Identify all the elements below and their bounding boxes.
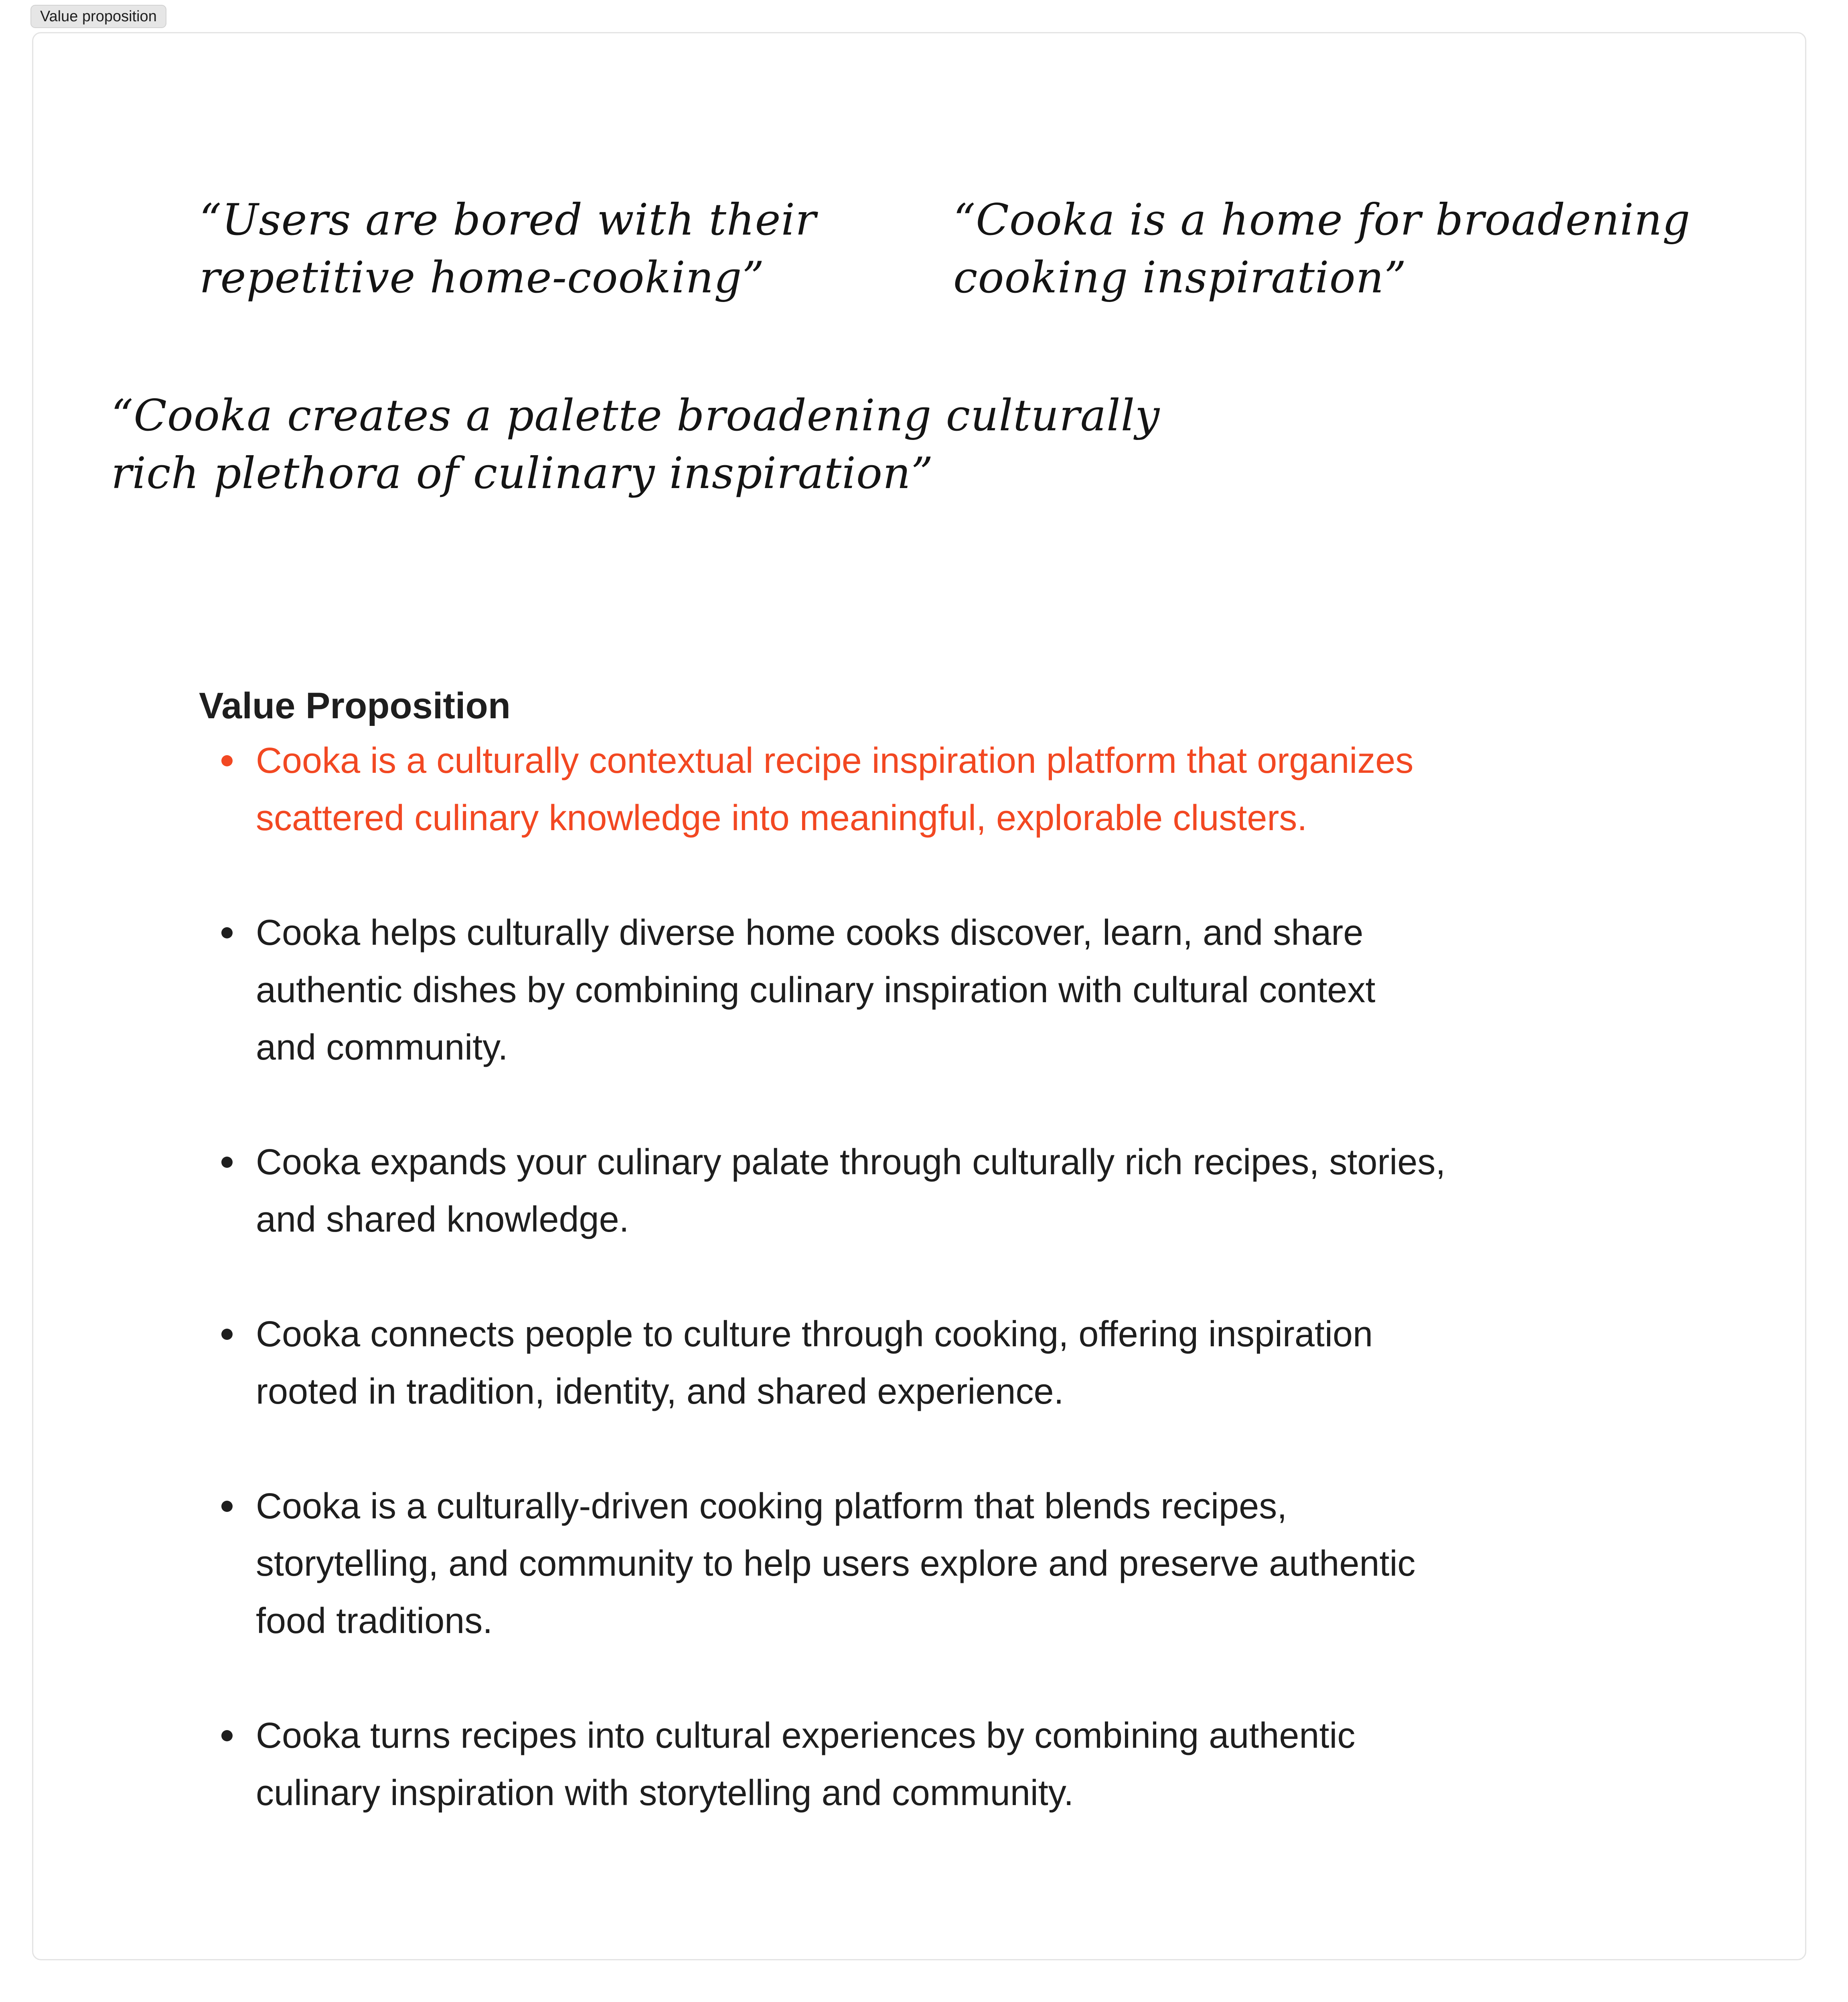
item-line: Cooka helps culturally diverse home cooks discover, learn, and share [256, 913, 1364, 953]
value-proposition-item[interactable] [199, 1707, 1643, 1822]
value-proposition-list [199, 732, 1643, 1879]
item-line: Cooka connects people to culture through cooking, offering inspiration [256, 1314, 1373, 1354]
bullet-dot [221, 927, 233, 938]
item-line: Cooka is a culturally contextual recipe inspiration platform that organizes [256, 741, 1414, 781]
value-proposition-item[interactable] [199, 732, 1643, 847]
item-line: rooted in tradition, identity, and shared experience. [256, 1372, 1064, 1412]
item-line: Cooka is a culturally-driven cooking platform that blends recipes, [256, 1486, 1287, 1526]
note-line: “Cooka is a home for broadening [953, 195, 1691, 245]
value-proposition-heading: Value Proposition [199, 685, 511, 726]
value-proposition-item[interactable] [199, 1478, 1643, 1650]
note-line: cooking inspiration” [953, 253, 1407, 303]
item-line: Cooka expands your culinary palate through culturally rich recipes, stories, [256, 1142, 1446, 1182]
note-line: repetitive home-cooking” [199, 253, 765, 303]
handwritten-note-users-bored[interactable] [199, 191, 817, 307]
item-line: food traditions. [256, 1601, 493, 1641]
item-line: and community. [256, 1027, 508, 1068]
handwritten-note-palette[interactable] [111, 387, 1160, 503]
item-line: authentic dishes by combining culinary inspiration with cultural context [256, 970, 1376, 1010]
value-proposition-item[interactable] [199, 1134, 1643, 1248]
item-line: storytelling, and community to help users explore and preserve authentic [256, 1544, 1416, 1584]
item-line: scattered culinary knowledge into meaningful, explorable clusters. [256, 798, 1307, 838]
value-proposition-item[interactable] [199, 1306, 1643, 1420]
note-line: “Cooka creates a palette broadening culturally [111, 391, 1160, 441]
value-proposition-item[interactable] [199, 904, 1643, 1076]
bullet-dot [221, 1157, 233, 1168]
item-line: and shared knowledge. [256, 1200, 629, 1240]
bullet-dot [221, 1730, 233, 1741]
note-line: “Users are bored with their [199, 195, 817, 245]
handwritten-note-home-for-inspiration[interactable] [953, 191, 1690, 307]
item-line: culinary inspiration with storytelling and community. [256, 1773, 1074, 1813]
bullet-dot [221, 755, 233, 766]
bullet-dot [221, 1329, 233, 1340]
bullet-dot [221, 1501, 233, 1512]
frame-label[interactable]: Value proposition [30, 5, 166, 28]
note-line: rich plethora of culinary inspiration” [111, 448, 934, 498]
item-line: Cooka turns recipes into cultural experiences by combining authentic [256, 1716, 1356, 1756]
